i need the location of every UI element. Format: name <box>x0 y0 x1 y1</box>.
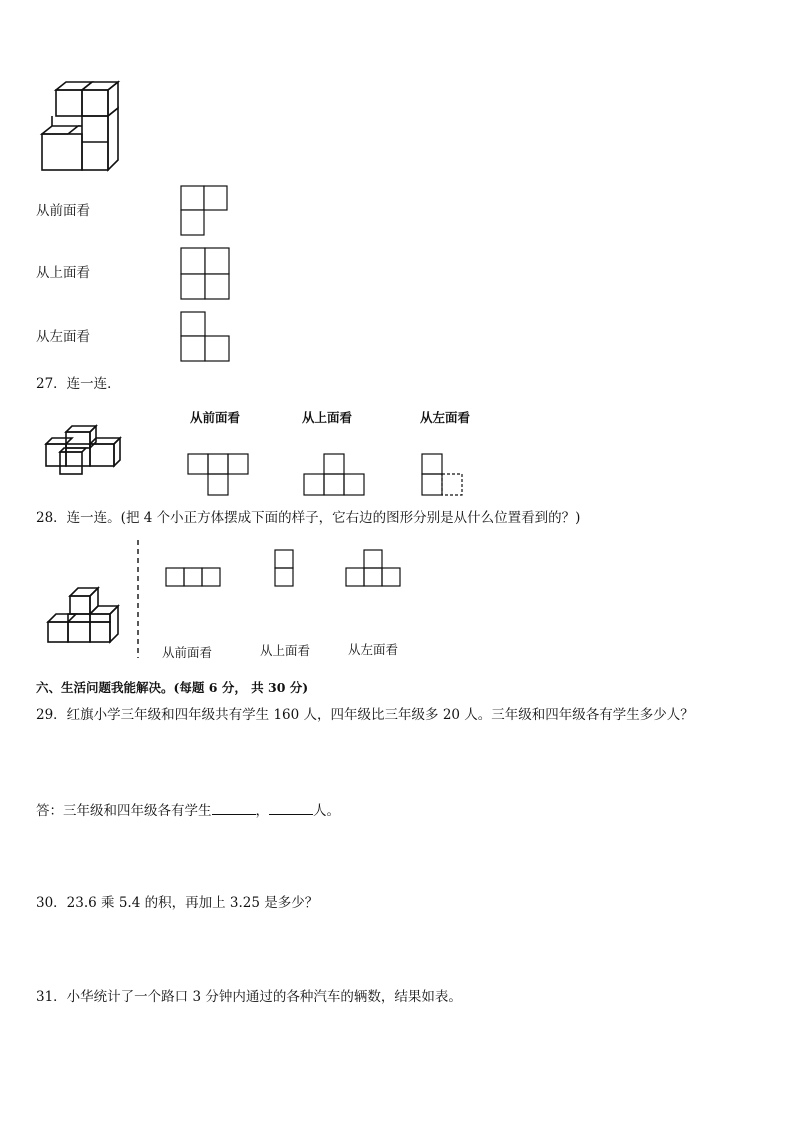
q29-answer-suffix: 人。 <box>313 803 340 819</box>
section6-title: 六、生活问题我能解决。(每题 6 分， 共 30 分) <box>36 680 309 695</box>
q27-shape-l <box>420 452 466 498</box>
q26-view-label-top: 从上面看 <box>36 265 90 281</box>
q29-answer-sep: ， <box>255 803 269 819</box>
q29-answer-prefix: 答：三年级和四年级各有学生 <box>36 803 212 819</box>
q28-dashed-divider <box>135 540 141 660</box>
q28-shape-inverted-t <box>344 548 404 590</box>
q29-text: 29．红旗小学三年级和四年级共有学生 160 人，四年级比三年级多 20 人。三年级和四年级各有学生多少人？ <box>36 707 694 723</box>
q27-title: 27．连一连． <box>36 376 121 392</box>
q27-shape-inverted-t <box>302 452 368 498</box>
q28-shape-row-of-three <box>164 566 224 590</box>
q26-left-view-shape <box>179 310 231 364</box>
q28-title: 28．连一连。(把 4 个小正方体摆成下面的样子，它右边的图形分别是从什么位置看到的？) <box>36 510 581 526</box>
q26-view-label-left: 从左面看 <box>36 329 90 345</box>
q29-blank-grade4[interactable] <box>269 802 313 815</box>
q26-view-label-front: 从前面看 <box>36 203 90 219</box>
q30-text: 30．23.6 乘 5.4 的积，再加上 3.25 是多少？ <box>36 895 319 911</box>
q27-shape-t <box>186 452 250 498</box>
q28-label-top: 从上面看 <box>260 643 311 658</box>
q27-cube-figure <box>42 420 124 476</box>
q27-header-top: 从上面看 <box>302 410 353 425</box>
q28-cube-figure <box>44 584 128 646</box>
q26-top-view-shape <box>179 246 231 302</box>
q28-label-left: 从左面看 <box>348 642 399 657</box>
q31-text: 31．小华统计了一个路口 3 分钟内通过的各种汽车的辆数，结果如表。 <box>36 989 462 1005</box>
q29-blank-grade3[interactable] <box>212 802 256 815</box>
q28-label-front: 从前面看 <box>162 645 213 660</box>
q29-answer-line <box>36 802 340 819</box>
q27-header-left: 从左面看 <box>420 410 471 425</box>
q26-front-view-shape <box>179 184 229 238</box>
q27-header-front: 从前面看 <box>190 410 241 425</box>
q28-shape-column-of-two <box>273 548 297 590</box>
cube-stack-figure <box>38 80 134 176</box>
